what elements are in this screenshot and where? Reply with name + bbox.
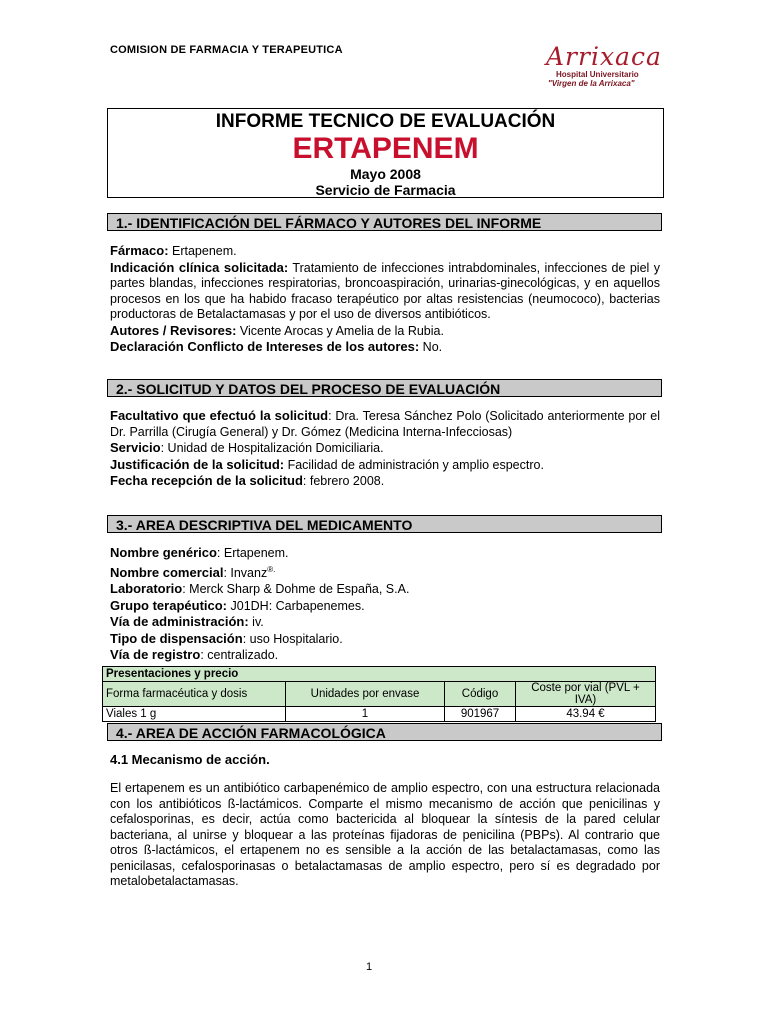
- drug-name-title: ERTAPENEM: [292, 132, 479, 165]
- grupo-value: J01DH: Carbapenemes.: [227, 598, 365, 613]
- section-1-body: [110, 243, 660, 356]
- column-header-codigo: Código: [445, 682, 516, 707]
- facultativo-value: : Dra. Teresa Sánchez Polo (Solicitado anteriormente por el Dr. Parrilla (Cirugía General) y Dr. Gómez (Medicina Interna-Infecciosas): [110, 409, 661, 439]
- mechanism-text: El ertapenem es un antibiótico carbapenémico de amplio espectro, con una estructura relacionada con los antibióticos ß-lactámicos. Comparte el mismo mecanismo de acción que penicilinas y cefalosporinas, es decir, actúa como bactericida al bloquear la síntesis de la pared celular bacteriana, al unirse y bloquear a las proteínas fijadoras de penicilina (PBPs). Al contrario que otros ß-lactámicos, el ertapenem no es sensible a la acción de las betalactamasas, como las penicilasas, cefalosporinasas o betalactamasas de amplio espectro, pero sí es degradado por metalobetalactamasas.: [110, 781, 660, 888]
- justificacion-value: Facilidad de administración y amplio espectro.: [284, 457, 544, 472]
- generico-label: Nombre genérico: [110, 545, 217, 560]
- registro-value: : centralizado.: [200, 648, 279, 663]
- presentations-header-row: [103, 682, 656, 707]
- logo-script-text: Arrixaca: [546, 42, 662, 71]
- cell-forma: Viales 1 g: [103, 707, 286, 722]
- laboratorio-label: Laboratorio: [110, 581, 183, 597]
- farmaco-value: Ertapenem.: [168, 244, 237, 258]
- autores-label: Autores / Revisores:: [110, 322, 237, 338]
- report-service: Servicio de Farmacia: [315, 182, 456, 198]
- conflicto-line: [110, 339, 660, 356]
- dispensacion-line: [110, 631, 660, 648]
- servicio-label: Servicio: [110, 440, 161, 455]
- report-title-box: [107, 108, 664, 198]
- via-admin-line: [110, 614, 660, 631]
- generico-value: : Ertapenem.: [216, 546, 289, 560]
- indicacion-line: [110, 260, 660, 323]
- indicacion-value: Tratamiento de infecciones intrabdominales, infecciones de piel y partes blandas, infecciones respiratorias, broncoaspiración, urinarias-ginecológicas, y en aquellos procesos en los que ha habido fracaso terapéutico por altas resistencias (neumococo), bacterias productoras de Betalactamasas y por el uso de diversos antibióticos.: [110, 260, 660, 321]
- facultativo-line: [110, 408, 660, 440]
- comercial-value: : Invanz: [223, 565, 268, 580]
- farmaco-line: [110, 243, 660, 260]
- cell-coste: 43.94 €: [516, 707, 656, 722]
- column-header-unidades: Unidades por envase: [286, 682, 445, 707]
- comercial-label: Nombre comercial: [110, 564, 224, 580]
- justificacion-line: [110, 457, 660, 474]
- indicacion-label: Indicación clínica solicitada:: [110, 259, 289, 275]
- laboratorio-value: : Merck Sharp & Dohme de España, S.A.: [182, 582, 410, 597]
- autores-line: [110, 323, 660, 340]
- column-header-coste: Coste por vial (PVL + IVA): [516, 682, 656, 707]
- table-row: [103, 707, 656, 722]
- conflicto-value: No.: [419, 340, 443, 354]
- grupo-line: [110, 598, 660, 615]
- dispensacion-label: Tipo de dispensación: [110, 630, 243, 646]
- registro-label: Vía de registro: [110, 647, 201, 663]
- section-4-heading: 4.- AREA DE ACCIÓN FARMACOLÓGICA: [107, 723, 662, 741]
- fecha-label: Fecha recepción de la solicitud: [110, 473, 303, 488]
- dispensacion-value: : uso Hospitalario.: [242, 631, 343, 646]
- via-admin-label: Vía de administración:: [110, 614, 249, 630]
- cell-unidades: 1: [286, 707, 445, 722]
- section-3-heading: 3.- AREA DESCRIPTIVA DEL MEDICAMENTO: [107, 515, 662, 533]
- servicio-line: [110, 440, 660, 457]
- facultativo-label: Facultativo que efectuó la solicitud: [110, 408, 329, 423]
- laboratorio-line: [110, 581, 660, 598]
- generico-line: [110, 545, 660, 562]
- committee-header: COMISION DE FARMACIA Y TERAPEUTICA: [110, 44, 343, 56]
- section-1-heading: 1.- IDENTIFICACIÓN DEL FÁRMACO Y AUTORES DEL INFORME: [107, 213, 662, 231]
- grupo-label: Grupo terapéutico:: [110, 597, 228, 613]
- report-title: INFORME TECNICO DE EVALUACIÓN: [215, 111, 556, 132]
- report-date: Mayo 2008: [350, 166, 421, 182]
- servicio-value: : Unidad de Hospitalización Domiciliaria.: [160, 441, 384, 455]
- section-2-heading: 2.- SOLICITUD Y DATOS DEL PROCESO DE EVALUACIÓN: [107, 379, 662, 397]
- logo-hospital-name: "Virgen de la Arrixaca": [548, 79, 635, 88]
- section-2-body: [110, 408, 660, 490]
- fecha-line: [110, 473, 660, 490]
- presentations-title: Presentaciones y precio: [103, 667, 656, 682]
- presentations-title-row: [103, 667, 656, 682]
- mechanism-paragraph: [110, 781, 660, 890]
- fecha-value: : febrero 2008.: [302, 474, 385, 488]
- farmaco-label: Fármaco:: [110, 243, 169, 258]
- column-header-forma: Forma farmacéutica y dosis: [103, 682, 286, 707]
- cell-codigo: 901967: [445, 707, 516, 722]
- section-3-body: [110, 545, 660, 664]
- comercial-line: [110, 562, 660, 582]
- hospital-logo: [540, 44, 660, 94]
- conflicto-label: Declaración Conflicto de Intereses de los autores:: [110, 339, 420, 354]
- presentations-table: [102, 666, 656, 722]
- autores-value: Vicente Arocas y Amelia de la Rubia.: [236, 323, 444, 338]
- registro-line: [110, 647, 660, 664]
- justificacion-label: Justificación de la solicitud:: [110, 456, 285, 472]
- logo-hospital-text: Hospital Universitario: [556, 70, 639, 79]
- page-number: 1: [366, 961, 373, 973]
- mechanism-subheading: 4.1 Mecanismo de acción.: [110, 752, 270, 767]
- via-admin-value: iv.: [248, 615, 264, 630]
- registered-mark: ®.: [267, 564, 276, 574]
